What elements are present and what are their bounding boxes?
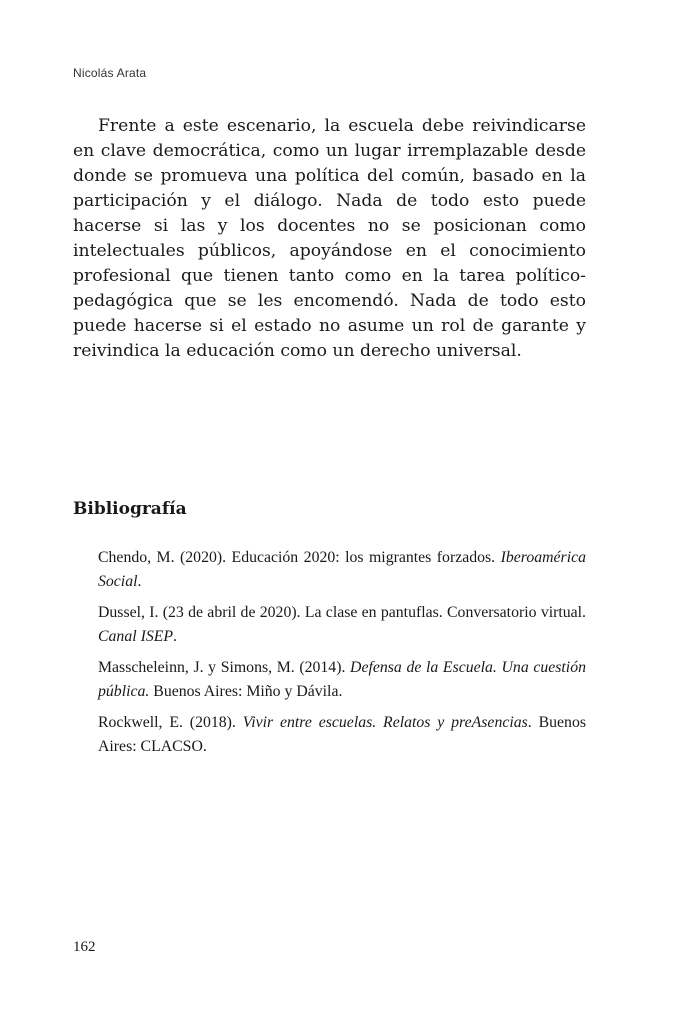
entry-title-italic: Vivir entre escuelas. Relatos y preAsencias xyxy=(242,714,528,731)
entry-author-year: Dussel, I. (23 de abril de 2020). La clase en pantuflas. Conversatorio virtual. xyxy=(98,604,586,621)
entry-tail: . Buenos Aires: CLACSO. xyxy=(98,714,586,755)
running-head: Nicolás Arata xyxy=(73,66,147,80)
entry-author-year: Rockwell, E. (2018). xyxy=(98,714,243,731)
bibliography-list xyxy=(98,546,586,766)
entry-title-italic: Defensa de la Escuela. Una cuestión pública. xyxy=(98,659,586,700)
entry-tail: . xyxy=(137,572,142,590)
bibliography-entry xyxy=(98,711,586,758)
entry-tail: Buenos Aires: Miño y Dávila. xyxy=(149,682,343,700)
bibliography-entry xyxy=(98,546,586,593)
entry-tail: . xyxy=(173,627,177,645)
body-paragraph: Frente a este escenario, la escuela debe reivindicarse en clave democrática, como un lugar irremplazable desde donde se promueva una política del común, basado en la participación y el diálogo. Nada de todo esto puede hacerse si las y los docentes no se posicionan como intelectuales públicos, apoyándose en el conocimiento profesional que tienen tanto como en la tarea político-pedagógica que se les encomendó. Nada de todo esto puede hacerse si el estado no asume un rol de garante y reivindica la educación como un derecho universal. xyxy=(73,116,586,361)
entry-title-italic: Iberoamérica Social xyxy=(98,549,586,590)
page-number: 162 xyxy=(73,939,96,955)
bibliography-heading: Bibliografía xyxy=(73,499,187,519)
bibliography-entry xyxy=(98,601,586,648)
entry-title-italic: Canal ISEP xyxy=(98,627,174,645)
bibliography-entry xyxy=(98,656,586,703)
entry-author-year: Masscheleinn, J. y Simons, M. (2014). xyxy=(98,659,351,676)
entry-author-year: Chendo, M. (2020). Educación 2020: los migrantes forzados. xyxy=(98,549,501,566)
